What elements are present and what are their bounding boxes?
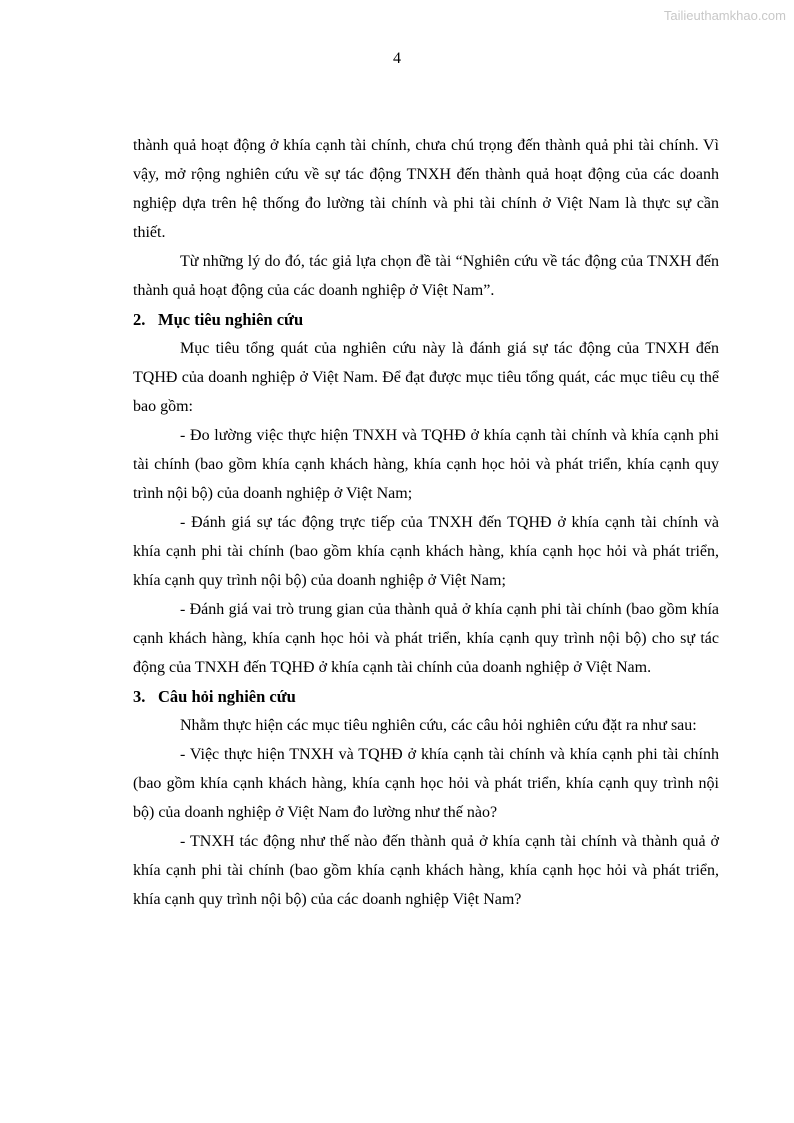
list-item: - Đo lường việc thực hiện TNXH và TQHĐ ở khía cạnh tài chính và khía cạnh phi tài chính (bao gồm khía cạnh khách hàng, khía cạnh học hỏi và phát triển, khía cạnh quy trình nội bộ) của doanh nghiệp ở Việt Nam; bbox=[133, 427, 719, 502]
section-title: Câu hỏi nghiên cứu bbox=[158, 687, 296, 706]
section-heading-3 bbox=[133, 682, 719, 711]
section-number: 2. bbox=[133, 310, 146, 329]
paragraph: Từ những lý do đó, tác giả lựa chọn đề tài “Nghiên cứu về tác động của TNXH đến thành quả hoạt động của các doanh nghiệp ở Việt Nam”. bbox=[133, 253, 719, 299]
list-item: - Việc thực hiện TNXH và TQHĐ ở khía cạnh tài chính và khía cạnh phi tài chính (bao gồm khía cạnh khách hàng, khía cạnh học hỏi và phát triển, khía cạnh quy trình nội bộ) của doanh nghiệp ở Việt Nam đo lường như thế nào? bbox=[133, 746, 719, 821]
section-number: 3. bbox=[133, 687, 146, 706]
section-heading-2 bbox=[133, 305, 719, 334]
paragraph: Nhằm thực hiện các mục tiêu nghiên cứu, các câu hỏi nghiên cứu đặt ra như sau: bbox=[180, 717, 697, 734]
paragraph: Mục tiêu tổng quát của nghiên cứu này là đánh giá sự tác động của TNXH đến TQHĐ của doanh nghiệp ở Việt Nam. Để đạt được mục tiêu tổng quát, các mục tiêu cụ thể bao gồm: bbox=[133, 340, 719, 415]
document-body bbox=[133, 131, 719, 914]
section-title: Mục tiêu nghiên cứu bbox=[158, 310, 304, 329]
watermark: Tailieuthamkhao.com bbox=[663, 8, 786, 23]
list-item: - Đánh giá vai trò trung gian của thành quả ở khía cạnh phi tài chính (bao gồm khía cạnh khách hàng, khía cạnh học hỏi và phát triển, khía cạnh quy trình nội bộ) cho sự tác động của TNXH đến TQHĐ ở khía cạnh tài chính của doanh nghiệp ở Việt Nam. bbox=[133, 601, 719, 676]
list-item: - TNXH tác động như thế nào đến thành quả ở khía cạnh tài chính và thành quả ở khía cạnh phi tài chính (bao gồm khía cạnh khách hàng, khía cạnh học hỏi và phát triển, khía cạnh quy trình nội bộ) của các doanh nghiệp Việt Nam? bbox=[133, 833, 719, 908]
paragraph: thành quả hoạt động ở khía cạnh tài chính, chưa chú trọng đến thành quả phi tài chính. Vì vậy, mở rộng nghiên cứu về sự tác động TNXH đến thành quả hoạt động của các doanh nghiệp dựa trên hệ thống đo lường tài chính và phi tài chính ở Việt Nam là thực sự cần thiết. bbox=[133, 137, 719, 241]
list-item: - Đánh giá sự tác động trực tiếp của TNXH đến TQHĐ ở khía cạnh tài chính và khía cạnh phi tài chính (bao gồm khía cạnh khách hàng, khía cạnh học hỏi và phát triển, khía cạnh quy trình nội bộ) của doanh nghiệp ở Việt Nam; bbox=[133, 514, 719, 589]
page-number: 4 bbox=[393, 50, 401, 67]
